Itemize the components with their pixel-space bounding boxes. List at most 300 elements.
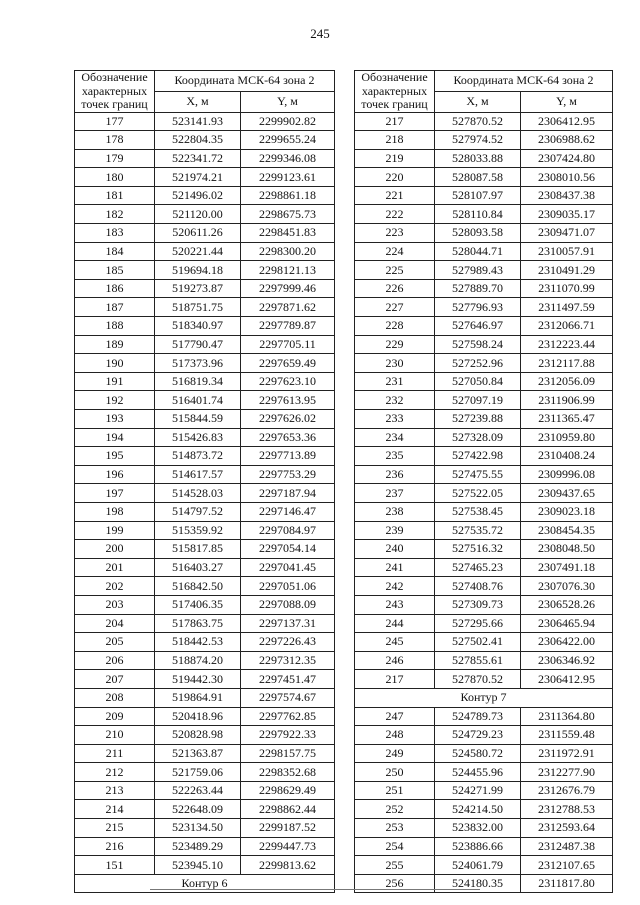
y-coordinate: 2306422.00 (521, 633, 613, 652)
x-coordinate: 527598.24 (435, 335, 521, 354)
table-row (355, 633, 613, 652)
point-number: 184 (75, 242, 155, 261)
table-row (355, 651, 613, 670)
y-coordinate: 2310959.80 (521, 428, 613, 447)
point-number: 203 (75, 595, 155, 614)
table-row (355, 335, 613, 354)
point-number: 221 (355, 186, 435, 205)
x-coordinate: 515817.85 (155, 540, 241, 559)
x-coordinate: 522263.44 (155, 781, 241, 800)
x-coordinate: 523141.93 (155, 112, 241, 131)
y-coordinate: 2311364.80 (521, 707, 613, 726)
y-coordinate: 2298121.13 (241, 261, 335, 280)
point-number: 249 (355, 744, 435, 763)
x-coordinate: 521363.87 (155, 744, 241, 763)
point-number: 189 (75, 335, 155, 354)
y-coordinate: 2310408.24 (521, 447, 613, 466)
y-coordinate: 2311972.91 (521, 744, 613, 763)
y-coordinate: 2309996.08 (521, 465, 613, 484)
x-coordinate: 514617.57 (155, 465, 241, 484)
table-row (355, 707, 613, 726)
y-coordinate: 2306412.95 (521, 670, 613, 689)
table-row (75, 540, 335, 559)
table-row (355, 242, 613, 261)
table-row (355, 521, 613, 540)
point-number: 218 (355, 131, 435, 150)
y-coordinate: 2309471.07 (521, 224, 613, 243)
point-number: 234 (355, 428, 435, 447)
table-row (75, 298, 335, 317)
table-row (355, 874, 613, 893)
table-row (355, 540, 613, 559)
x-coordinate: 524061.79 (435, 856, 521, 875)
y-coordinate: 2312676.79 (521, 781, 613, 800)
point-number: 213 (75, 781, 155, 800)
x-coordinate: 527097.19 (435, 391, 521, 410)
y-coordinate: 2306346.92 (521, 651, 613, 670)
point-number: 240 (355, 540, 435, 559)
point-number: 199 (75, 521, 155, 540)
table-row (355, 149, 613, 168)
y-coordinate: 2307424.80 (521, 149, 613, 168)
y-coordinate: 2311070.99 (521, 279, 613, 298)
table-row (75, 763, 335, 782)
coordinate-system-header: Координата МСК-64 зона 2 (155, 71, 335, 92)
point-number: 251 (355, 781, 435, 800)
table-row (355, 186, 613, 205)
x-coordinate: 527295.66 (435, 614, 521, 633)
x-coordinate: 523945.10 (155, 856, 241, 875)
point-number: 254 (355, 837, 435, 856)
point-number: 256 (355, 874, 435, 893)
y-coordinate: 2298451.83 (241, 224, 335, 243)
table-row (355, 744, 613, 763)
x-coordinate: 527422.98 (435, 447, 521, 466)
contour-row (355, 688, 613, 707)
x-coordinate: 523886.66 (435, 837, 521, 856)
table-row (75, 521, 335, 540)
x-coordinate: 521974.21 (155, 168, 241, 187)
x-coordinate: 528110.84 (435, 205, 521, 224)
y-coordinate: 2310491.29 (521, 261, 613, 280)
x-coordinate: 527239.88 (435, 410, 521, 429)
y-coordinate: 2311906.99 (521, 391, 613, 410)
table-row (355, 131, 613, 150)
y-coordinate: 2297999.46 (241, 279, 335, 298)
x-coordinate: 527502.41 (435, 633, 521, 652)
y-coordinate: 2297762.85 (241, 707, 335, 726)
x-coordinate: 528107.97 (435, 186, 521, 205)
x-coordinate: 522648.09 (155, 800, 241, 819)
point-number: 182 (75, 205, 155, 224)
y-coordinate: 2297146.47 (241, 502, 335, 521)
point-number: 183 (75, 224, 155, 243)
table-row (75, 242, 335, 261)
x-coordinate: 519864.91 (155, 688, 241, 707)
x-coordinate: 515844.59 (155, 410, 241, 429)
y-coordinate: 2297713.89 (241, 447, 335, 466)
table-row (75, 335, 335, 354)
y-coordinate: 2310057.91 (521, 242, 613, 261)
x-coordinate: 519442.30 (155, 670, 241, 689)
point-number: 179 (75, 149, 155, 168)
x-coordinate: 528033.88 (435, 149, 521, 168)
point-number: 232 (355, 391, 435, 410)
x-coordinate: 524271.99 (435, 781, 521, 800)
y-coordinate: 2297088.09 (241, 595, 335, 614)
table-row (355, 502, 613, 521)
y-column-header: Y, м (241, 91, 335, 112)
table-row (355, 112, 613, 131)
x-coordinate: 523134.50 (155, 819, 241, 838)
point-number: 193 (75, 410, 155, 429)
point-number: 216 (75, 837, 155, 856)
point-number: 239 (355, 521, 435, 540)
y-coordinate: 2311497.59 (521, 298, 613, 317)
y-coordinate: 2297451.47 (241, 670, 335, 689)
point-number: 215 (75, 819, 155, 838)
y-coordinate: 2297084.97 (241, 521, 335, 540)
point-number: 205 (75, 633, 155, 652)
x-coordinate: 524214.50 (435, 800, 521, 819)
point-number: 220 (355, 168, 435, 187)
point-number: 243 (355, 595, 435, 614)
x-coordinate: 527516.32 (435, 540, 521, 559)
point-number: 210 (75, 726, 155, 745)
contour-label: Контур 6 (75, 874, 335, 893)
table-row (75, 186, 335, 205)
x-coordinate: 527870.52 (435, 670, 521, 689)
point-number: 245 (355, 633, 435, 652)
point-number: 180 (75, 168, 155, 187)
point-number: 192 (75, 391, 155, 410)
table-row (355, 614, 613, 633)
x-coordinate: 515426.83 (155, 428, 241, 447)
table-row (355, 168, 613, 187)
coordinates-table-left (74, 70, 335, 893)
point-number: 217 (355, 670, 435, 689)
y-coordinate: 2311365.47 (521, 410, 613, 429)
x-coordinate: 518874.20 (155, 651, 241, 670)
table-row (75, 149, 335, 168)
table-row (75, 595, 335, 614)
y-coordinate: 2312223.44 (521, 335, 613, 354)
point-number: 236 (355, 465, 435, 484)
y-coordinate: 2297041.45 (241, 558, 335, 577)
point-number: 238 (355, 502, 435, 521)
point-number: 197 (75, 484, 155, 503)
x-column-header: X, м (435, 91, 521, 112)
table-row (355, 781, 613, 800)
x-coordinate: 527050.84 (435, 372, 521, 391)
designation-header: Обозначение характерных точек границ (75, 71, 155, 113)
y-column-header: Y, м (521, 91, 613, 112)
table-row (355, 484, 613, 503)
y-coordinate: 2311817.80 (521, 874, 613, 893)
x-coordinate: 524180.35 (435, 874, 521, 893)
point-number: 195 (75, 447, 155, 466)
point-number: 190 (75, 354, 155, 373)
point-number: 250 (355, 763, 435, 782)
point-number: 241 (355, 558, 435, 577)
y-coordinate: 2299813.62 (241, 856, 335, 875)
table-row (355, 205, 613, 224)
x-coordinate: 527974.52 (435, 131, 521, 150)
table-row (75, 205, 335, 224)
x-coordinate: 521759.06 (155, 763, 241, 782)
table-row (355, 279, 613, 298)
y-coordinate: 2297871.62 (241, 298, 335, 317)
x-coordinate: 527475.55 (435, 465, 521, 484)
x-coordinate: 527408.76 (435, 577, 521, 596)
y-coordinate: 2311559.48 (521, 726, 613, 745)
table-row (75, 726, 335, 745)
point-number: 191 (75, 372, 155, 391)
table-row (355, 577, 613, 596)
y-coordinate: 2297705.11 (241, 335, 335, 354)
table-row (75, 131, 335, 150)
x-coordinate: 527328.09 (435, 428, 521, 447)
table-row (355, 763, 613, 782)
point-number: 255 (355, 856, 435, 875)
x-coordinate: 516842.50 (155, 577, 241, 596)
point-number: 233 (355, 410, 435, 429)
y-coordinate: 2298157.75 (241, 744, 335, 763)
y-coordinate: 2297653.36 (241, 428, 335, 447)
y-coordinate: 2298629.49 (241, 781, 335, 800)
y-coordinate: 2298675.73 (241, 205, 335, 224)
y-coordinate: 2297574.67 (241, 688, 335, 707)
table-row (355, 558, 613, 577)
y-coordinate: 2308454.35 (521, 521, 613, 540)
table-row (355, 224, 613, 243)
x-coordinate: 524729.23 (435, 726, 521, 745)
point-number: 248 (355, 726, 435, 745)
table-row (75, 410, 335, 429)
table-row (355, 726, 613, 745)
x-coordinate: 527870.52 (435, 112, 521, 131)
y-coordinate: 2307491.18 (521, 558, 613, 577)
point-number: 217 (355, 112, 435, 131)
point-number: 207 (75, 670, 155, 689)
y-coordinate: 2299902.82 (241, 112, 335, 131)
y-coordinate: 2312107.65 (521, 856, 613, 875)
table-row (75, 688, 335, 707)
x-coordinate: 514873.72 (155, 447, 241, 466)
y-coordinate: 2297623.10 (241, 372, 335, 391)
y-coordinate: 2299346.08 (241, 149, 335, 168)
table-row (75, 428, 335, 447)
point-number: 230 (355, 354, 435, 373)
x-coordinate: 527252.96 (435, 354, 521, 373)
x-coordinate: 523489.29 (155, 837, 241, 856)
x-coordinate: 527465.23 (435, 558, 521, 577)
y-coordinate: 2299655.24 (241, 131, 335, 150)
x-coordinate: 527989.43 (435, 261, 521, 280)
bottom-divider (150, 889, 480, 890)
table-row (75, 502, 335, 521)
point-number: 231 (355, 372, 435, 391)
x-coordinate: 522804.35 (155, 131, 241, 150)
table-row (75, 651, 335, 670)
y-coordinate: 2312117.88 (521, 354, 613, 373)
designation-header: Обозначение характерных точек границ (355, 71, 435, 113)
x-coordinate: 528087.58 (435, 168, 521, 187)
point-number: 187 (75, 298, 155, 317)
point-number: 200 (75, 540, 155, 559)
y-coordinate: 2297226.43 (241, 633, 335, 652)
x-coordinate: 521120.00 (155, 205, 241, 224)
table-row (75, 112, 335, 131)
point-number: 224 (355, 242, 435, 261)
x-coordinate: 520221.44 (155, 242, 241, 261)
x-column-header: X, м (155, 91, 241, 112)
point-number: 194 (75, 428, 155, 447)
y-coordinate: 2309437.65 (521, 484, 613, 503)
point-number: 247 (355, 707, 435, 726)
point-number: 237 (355, 484, 435, 503)
y-coordinate: 2299123.61 (241, 168, 335, 187)
table-row (75, 837, 335, 856)
point-number: 196 (75, 465, 155, 484)
y-coordinate: 2312066.71 (521, 317, 613, 336)
point-number: 208 (75, 688, 155, 707)
x-coordinate: 518340.97 (155, 317, 241, 336)
point-number: 177 (75, 112, 155, 131)
point-number: 223 (355, 224, 435, 243)
y-coordinate: 2297626.02 (241, 410, 335, 429)
x-coordinate: 521496.02 (155, 186, 241, 205)
x-coordinate: 527309.73 (435, 595, 521, 614)
table-row (355, 447, 613, 466)
table-row (75, 670, 335, 689)
table-row (75, 372, 335, 391)
x-coordinate: 527796.93 (435, 298, 521, 317)
x-coordinate: 514797.52 (155, 502, 241, 521)
point-number: 242 (355, 577, 435, 596)
x-coordinate: 524455.96 (435, 763, 521, 782)
table-row (75, 279, 335, 298)
coordinate-system-header: Координата МСК-64 зона 2 (435, 71, 613, 92)
x-coordinate: 516401.74 (155, 391, 241, 410)
table-row (355, 856, 613, 875)
y-coordinate: 2306528.26 (521, 595, 613, 614)
x-coordinate: 518442.53 (155, 633, 241, 652)
x-coordinate: 520418.96 (155, 707, 241, 726)
y-coordinate: 2299447.73 (241, 837, 335, 856)
y-coordinate: 2297137.31 (241, 614, 335, 633)
x-coordinate: 517863.75 (155, 614, 241, 633)
y-coordinate: 2306412.95 (521, 112, 613, 131)
point-number: 253 (355, 819, 435, 838)
y-coordinate: 2312788.53 (521, 800, 613, 819)
table-row (75, 781, 335, 800)
point-number: 201 (75, 558, 155, 577)
point-number: 252 (355, 800, 435, 819)
x-coordinate: 527538.45 (435, 502, 521, 521)
x-coordinate: 527522.05 (435, 484, 521, 503)
contour-row (75, 874, 335, 893)
y-coordinate: 2297922.33 (241, 726, 335, 745)
x-coordinate: 527646.97 (435, 317, 521, 336)
table-row (355, 354, 613, 373)
y-coordinate: 2297054.14 (241, 540, 335, 559)
y-coordinate: 2298862.44 (241, 800, 335, 819)
x-coordinate: 515359.92 (155, 521, 241, 540)
table-row (75, 800, 335, 819)
point-number: 186 (75, 279, 155, 298)
point-number: 188 (75, 317, 155, 336)
table-row (75, 633, 335, 652)
y-coordinate: 2297312.35 (241, 651, 335, 670)
table-row (355, 261, 613, 280)
x-coordinate: 516819.34 (155, 372, 241, 391)
table-row (75, 484, 335, 503)
y-coordinate: 2309023.18 (521, 502, 613, 521)
table-row (75, 261, 335, 280)
y-coordinate: 2298352.68 (241, 763, 335, 782)
y-coordinate: 2298300.20 (241, 242, 335, 261)
y-coordinate: 2312056.09 (521, 372, 613, 391)
x-coordinate: 524789.73 (435, 707, 521, 726)
table-row (75, 354, 335, 373)
table-row (355, 800, 613, 819)
x-coordinate: 519694.18 (155, 261, 241, 280)
table-row (355, 670, 613, 689)
x-coordinate: 514528.03 (155, 484, 241, 503)
table-row (75, 819, 335, 838)
y-coordinate: 2299187.52 (241, 819, 335, 838)
point-number: 198 (75, 502, 155, 521)
point-number: 244 (355, 614, 435, 633)
y-coordinate: 2306988.62 (521, 131, 613, 150)
point-number: 151 (75, 856, 155, 875)
table-row (355, 298, 613, 317)
y-coordinate: 2308437.38 (521, 186, 613, 205)
y-coordinate: 2297789.87 (241, 317, 335, 336)
x-coordinate: 523832.00 (435, 819, 521, 838)
x-coordinate: 524580.72 (435, 744, 521, 763)
point-number: 225 (355, 261, 435, 280)
x-coordinate: 527855.61 (435, 651, 521, 670)
x-coordinate: 520611.26 (155, 224, 241, 243)
point-number: 185 (75, 261, 155, 280)
table-row (355, 837, 613, 856)
table-row (75, 744, 335, 763)
x-coordinate: 528044.71 (435, 242, 521, 261)
point-number: 181 (75, 186, 155, 205)
point-number: 227 (355, 298, 435, 317)
table-row (355, 317, 613, 336)
point-number: 229 (355, 335, 435, 354)
table-row (75, 558, 335, 577)
point-number: 222 (355, 205, 435, 224)
point-number: 178 (75, 131, 155, 150)
point-number: 226 (355, 279, 435, 298)
y-coordinate: 2297613.95 (241, 391, 335, 410)
point-number: 202 (75, 577, 155, 596)
page-number: 245 (310, 26, 330, 41)
table-row (75, 168, 335, 187)
point-number: 211 (75, 744, 155, 763)
y-coordinate: 2297187.94 (241, 484, 335, 503)
table-row (75, 465, 335, 484)
y-coordinate: 2312277.90 (521, 763, 613, 782)
table-row (75, 707, 335, 726)
x-coordinate: 527889.70 (435, 279, 521, 298)
x-coordinate: 527535.72 (435, 521, 521, 540)
point-number: 212 (75, 763, 155, 782)
